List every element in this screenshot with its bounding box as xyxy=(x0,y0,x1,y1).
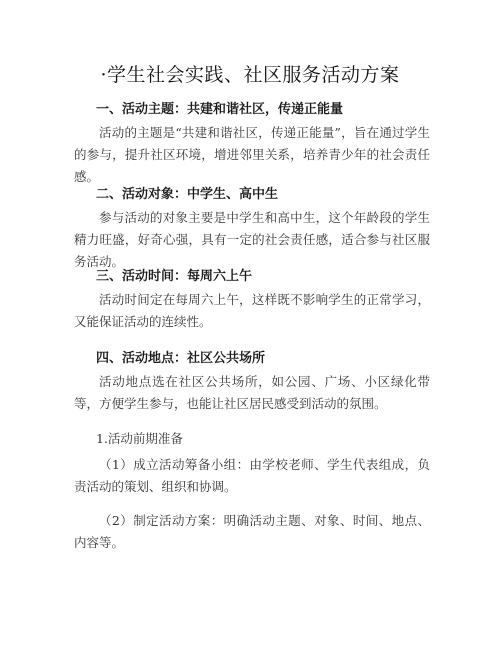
step-item-1: （1）成立活动筹备小组：由学校老师、学生代表组成，负责活动的策划、组织和协调。 xyxy=(74,457,430,494)
section-heading-location: 四、活动地点：社区公共场所 xyxy=(96,351,266,366)
section-body-time: 活动时间定在每周六上午，这样既不影响学生的正常学习，又能保证活动的连续性。 xyxy=(74,292,430,329)
step-heading-preparation: 1.活动前期准备 xyxy=(96,431,183,446)
section-body-audience: 参与活动的对象主要是中学生和高中生，这个年龄段的学生精力旺盛，好奇心强，具有一定的社会责任感，适合参与社区服务活动。 xyxy=(74,210,430,269)
section-body-location: 活动地点选在社区公共场所，如公园、广场、小区绿化带等，方便学生参与，也能让社区居民感受到活动的氛围。 xyxy=(74,374,430,411)
section-heading-theme: 一、活动主题：共建和谐社区，传递正能量 xyxy=(96,102,344,117)
section-heading-audience: 二、活动对象：中学生、高中生 xyxy=(96,187,279,202)
step-item-2: （2）制定活动方案：明确活动主题、对象、时间、地点、内容等。 xyxy=(74,513,430,550)
section-heading-time: 三、活动时间：每周六上午 xyxy=(96,269,253,284)
section-body-theme: 活动的主题是“共建和谐社区，传递正能量”，旨在通过学生的参与，提升社区环境，增进邻里关系，培养青少年的社会责任感。 xyxy=(74,125,430,184)
document-title: ·学生社会实践、社区服务活动方案 xyxy=(100,64,400,86)
